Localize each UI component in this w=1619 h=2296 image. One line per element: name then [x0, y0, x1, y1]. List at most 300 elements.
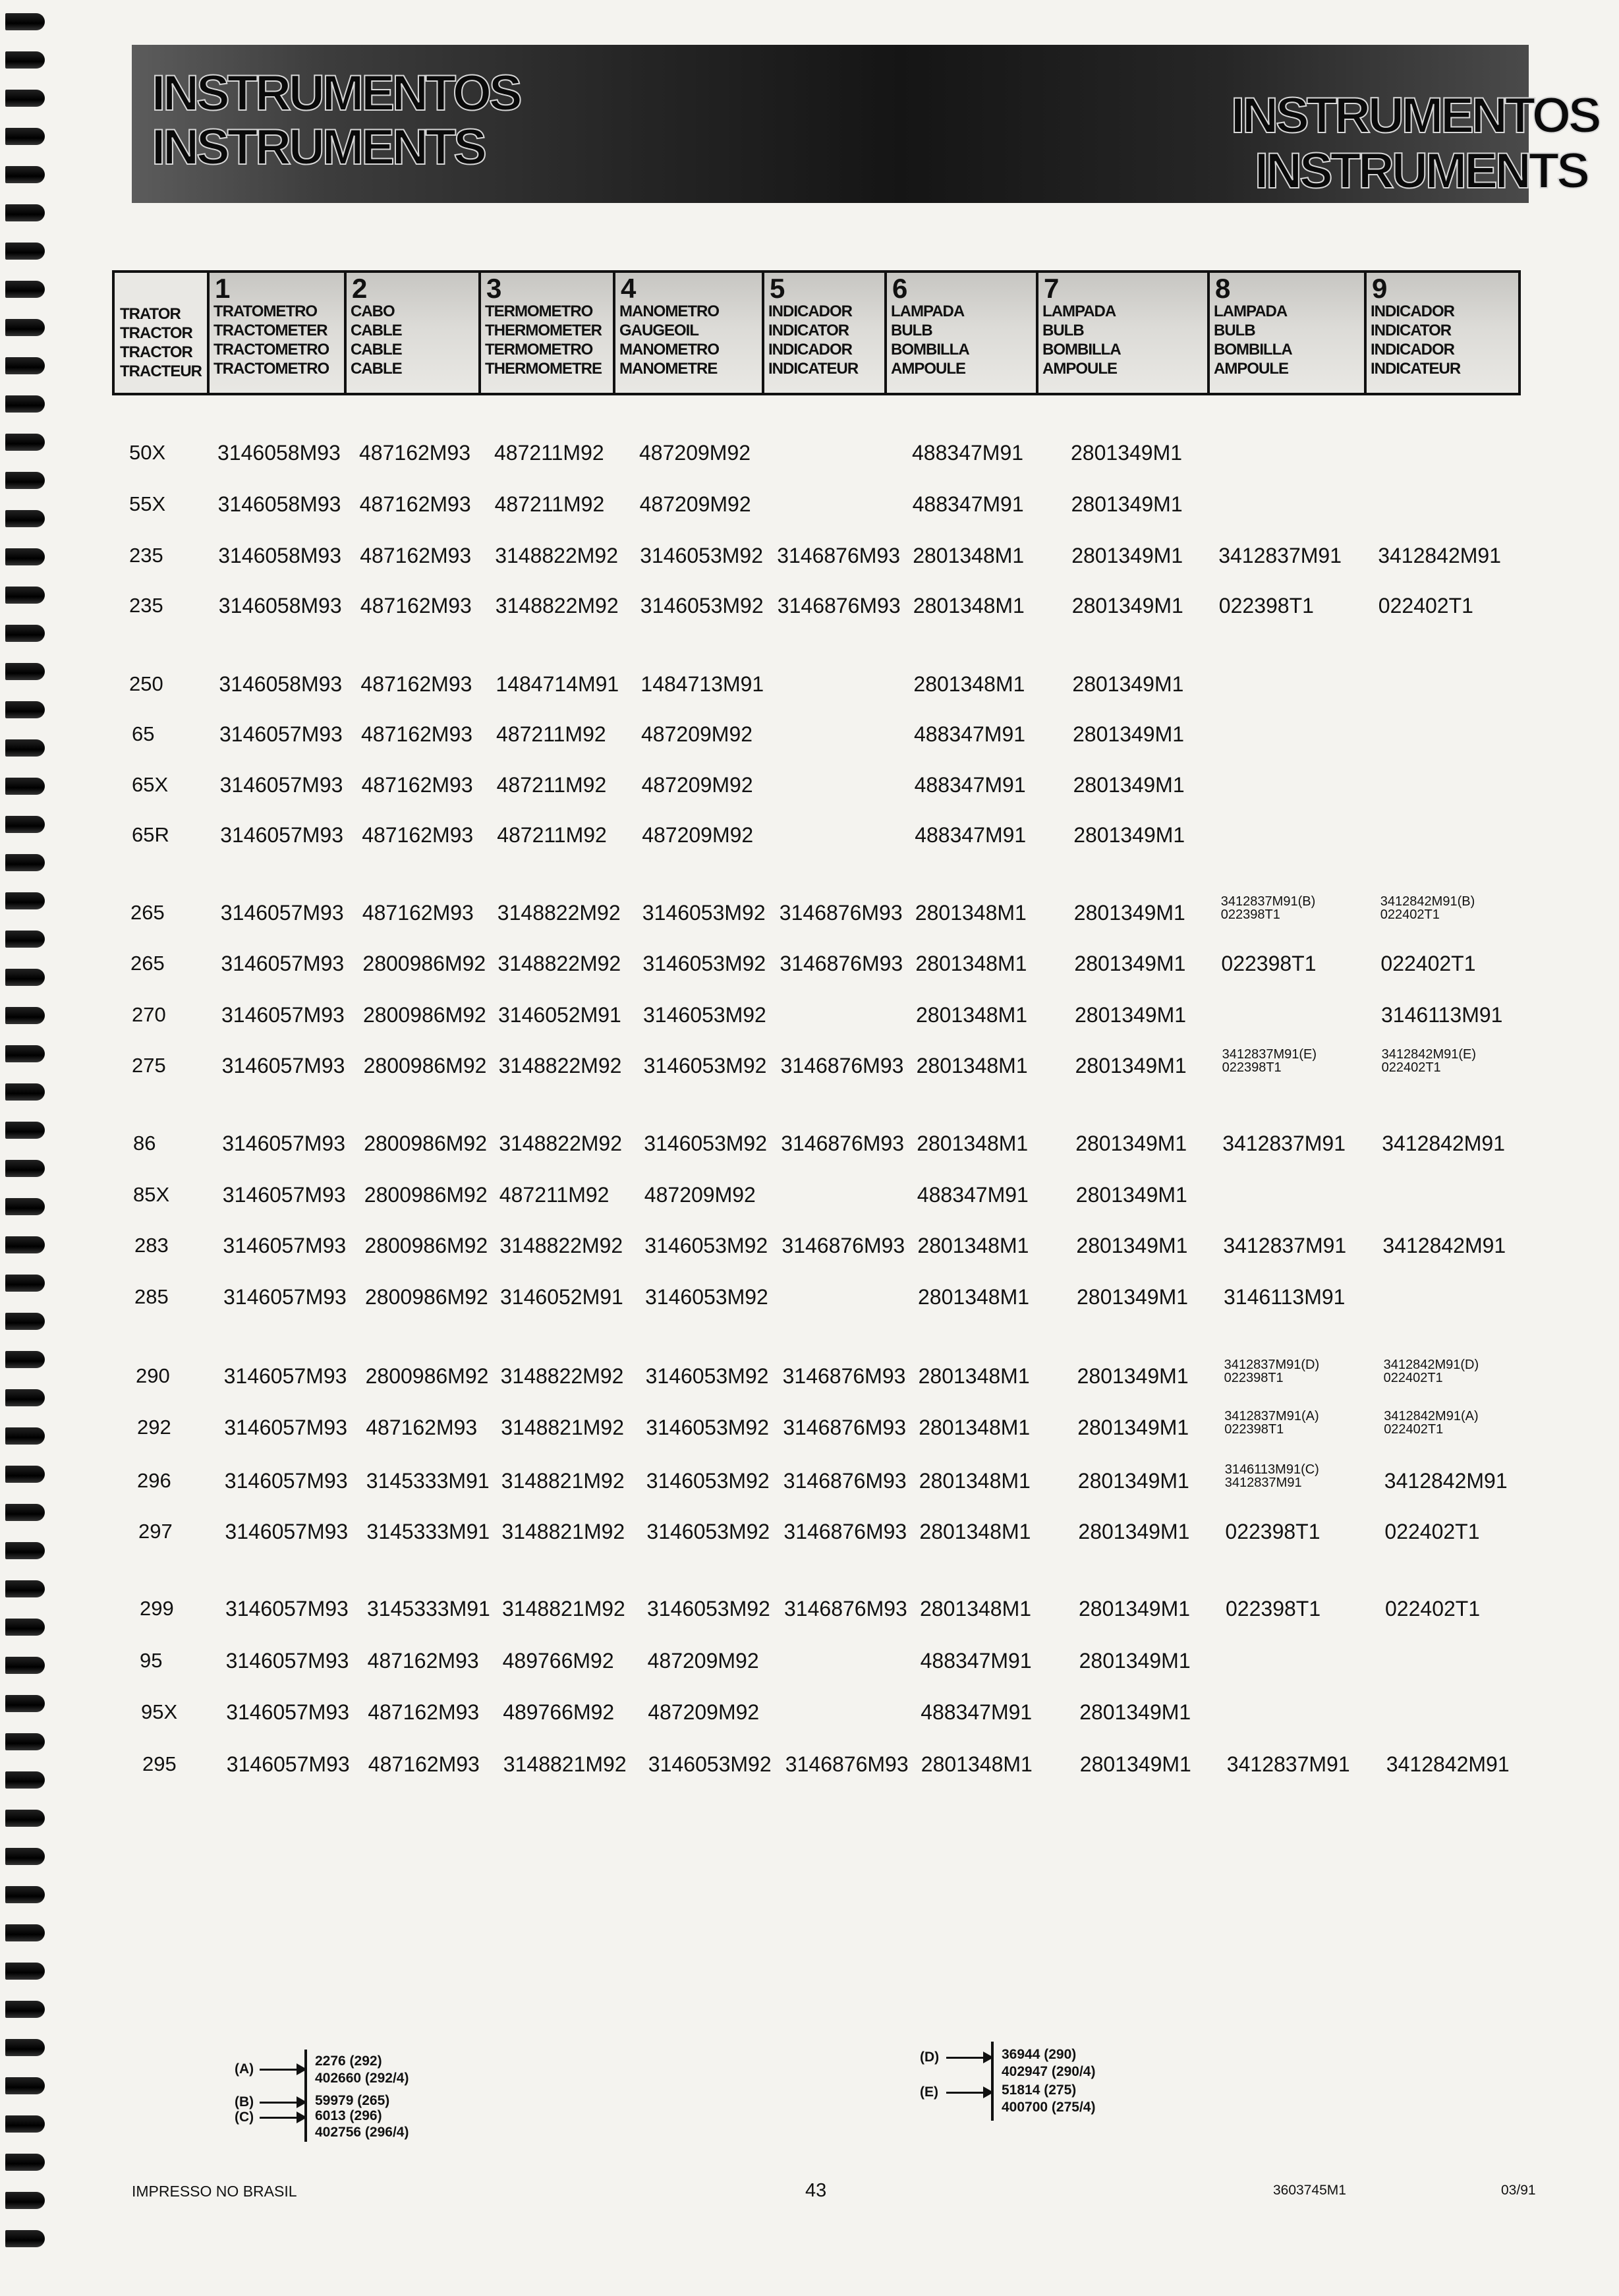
binding-coil	[5, 1657, 45, 1674]
part-number: 3146058M93	[218, 594, 342, 617]
tractor-model: 95	[140, 1649, 163, 1672]
tractor-label: TRACTEUR	[120, 362, 202, 380]
column-label: INDICATOR	[768, 322, 849, 339]
part-number: 3148822M92	[497, 952, 621, 975]
part-number: 3146058M93	[218, 544, 342, 567]
binding-coil	[5, 2192, 45, 2209]
tractor-model: 65R	[132, 823, 169, 846]
part-number: 3146053M92	[646, 1416, 770, 1439]
part-number: 487162M93	[368, 1700, 480, 1724]
part-number: 3146057M93	[223, 1285, 347, 1309]
part-number: 3148821M92	[501, 1416, 625, 1439]
binding-coil	[5, 1504, 45, 1521]
part-number: 487162M93	[360, 672, 472, 696]
part-number: 487162M93	[366, 1416, 478, 1439]
part-number: 3146053M92	[643, 1054, 767, 1077]
tractor-model: 297	[138, 1520, 173, 1543]
part-number: 3146876M93	[777, 594, 901, 617]
part-number: 3145333M91	[366, 1469, 490, 1493]
part-number: 2801348M1	[918, 1285, 1030, 1309]
part-number: 2800986M92	[363, 1054, 487, 1077]
column-header-7	[1038, 273, 1210, 393]
part-number-note: 3412837M91(E)	[1222, 1047, 1317, 1062]
tractor-model: 86	[133, 1132, 156, 1155]
column-label: MANOMETRE	[619, 360, 718, 378]
part-number: 2801349M1	[1079, 1597, 1191, 1621]
binding-coil	[5, 1122, 45, 1139]
part-number: 3412837M91	[1218, 544, 1342, 567]
binding-coil	[5, 1733, 45, 1750]
binding-coil	[5, 892, 45, 909]
part-number-note: 022402T1	[1381, 1060, 1441, 1075]
column-label: INDICATOR	[1371, 322, 1452, 339]
tractor-model: 283	[134, 1234, 169, 1257]
tractor-label: TRACTOR	[120, 324, 192, 342]
part-number: 3146053M92	[642, 901, 766, 925]
binding-coil	[5, 2001, 45, 2018]
binding-coil	[5, 1542, 45, 1559]
part-number: 3148821M92	[501, 1469, 625, 1493]
part-number: 3412842M91	[1382, 1132, 1506, 1155]
binding-coil	[5, 1007, 45, 1024]
part-number: 2801349M1	[1079, 1649, 1191, 1673]
binding-coil	[5, 51, 45, 69]
part-number: 3146876M93	[780, 952, 903, 975]
part-number: 022402T1	[1380, 952, 1476, 975]
part-number: 487211M92	[496, 722, 606, 746]
part-number: 3146057M93	[220, 823, 344, 847]
binding-coil	[5, 510, 45, 527]
column-header-9	[1367, 273, 1518, 393]
tractor-model: 290	[136, 1364, 170, 1387]
part-number: 2801349M1	[1075, 1132, 1187, 1155]
part-number: 3148822M92	[500, 1364, 624, 1388]
tractor-model: 275	[132, 1054, 166, 1077]
tractor-model: 65	[132, 722, 155, 745]
column-label: GAUGEOIL	[619, 322, 699, 339]
part-number-note: 3412837M91(D)	[1224, 1358, 1320, 1372]
binding-coil	[5, 281, 45, 298]
part-number: 3146876M93	[780, 1054, 904, 1077]
part-number: 488347M91	[921, 1700, 1033, 1724]
part-number: 2801349M1	[1071, 492, 1183, 516]
column-label: THERMOMETER	[485, 322, 602, 339]
binding-coil	[5, 1771, 45, 1789]
date-code: 03/91	[1501, 2183, 1536, 2198]
binding-coil	[5, 1045, 45, 1062]
title-right-en: INSTRUMENTS	[1255, 143, 1587, 199]
part-number-note: 3412837M91(B)	[1220, 894, 1316, 909]
column-header-table	[112, 270, 1521, 395]
binding-coil	[5, 625, 45, 642]
binding-coil	[5, 13, 45, 30]
binding-coil	[5, 204, 45, 221]
binding-coil	[5, 1275, 45, 1292]
part-number: 3146057M93	[224, 1469, 348, 1493]
part-number: 487209M92	[639, 441, 751, 465]
part-number-note: 022402T1	[1384, 1422, 1444, 1437]
part-number: 3146876M93	[782, 1364, 906, 1388]
part-number: 2801348M1	[915, 952, 1027, 975]
binding-coil	[5, 1924, 45, 1941]
part-number: 3412842M91	[1382, 1234, 1506, 1257]
tractor-model: 265	[130, 952, 165, 975]
part-number: 3146058M93	[219, 672, 343, 696]
footnote-reference: 400700 (275/4)	[1002, 2100, 1096, 2115]
part-number: 487211M92	[494, 492, 605, 516]
part-number: 3146876M93	[784, 1597, 907, 1621]
binding-coil	[5, 472, 45, 489]
part-number: 487209M92	[644, 1183, 756, 1207]
part-number: 2801349M1	[1075, 1003, 1187, 1027]
binding-coil	[5, 1963, 45, 1980]
column-number: 9	[1372, 273, 1388, 304]
part-number: 1484713M91	[640, 672, 764, 696]
binding-coil	[5, 1427, 45, 1445]
part-number: 2801348M1	[919, 1469, 1031, 1493]
part-number: 487209M92	[648, 1700, 760, 1724]
part-number: 2801348M1	[920, 1597, 1032, 1621]
binding-coil	[5, 357, 45, 374]
part-number: 3146876M93	[783, 1469, 907, 1493]
column-label: INDICADOR	[768, 302, 852, 320]
part-number-note: 022398T1	[1220, 907, 1280, 922]
part-number: 488347M91	[920, 1649, 1032, 1673]
binding-coil	[5, 2230, 45, 2247]
part-number: 487162M93	[361, 722, 473, 746]
tractor-model: 250	[129, 672, 163, 695]
part-number: 2801348M1	[916, 1003, 1028, 1027]
binding-coil	[5, 1695, 45, 1712]
part-number: 3146057M93	[220, 901, 344, 925]
part-number: 3146057M93	[225, 1597, 349, 1621]
column-header-5	[764, 273, 887, 393]
part-number: 3148822M92	[497, 901, 621, 925]
binding-coil	[5, 969, 45, 986]
part-number: 2801348M1	[918, 1364, 1030, 1388]
part-number: 2801348M1	[919, 1520, 1031, 1543]
part-number: 3146053M92	[645, 1285, 768, 1309]
footnote-label: (C)	[235, 2109, 254, 2125]
part-number: 3146876M93	[783, 1416, 907, 1439]
part-number: 2800986M92	[365, 1364, 489, 1388]
part-number: 2801349M1	[1077, 1285, 1189, 1309]
part-number: 3146053M92	[645, 1364, 769, 1388]
tractor-model: 285	[134, 1285, 169, 1308]
column-label: THERMOMETRE	[485, 360, 602, 378]
part-number: 3146053M92	[642, 952, 766, 975]
binding-coil	[5, 1198, 45, 1215]
column-label: CABLE	[351, 341, 402, 359]
column-number: 6	[892, 273, 908, 304]
part-number: 1484714M91	[496, 672, 619, 696]
part-number-note: 3412837M91	[1224, 1476, 1302, 1490]
part-number: 3146053M92	[648, 1752, 772, 1776]
binding-coil	[5, 931, 45, 948]
column-label: CABO	[351, 302, 395, 320]
part-number: 487162M93	[362, 901, 474, 925]
binding-coil	[5, 128, 45, 145]
part-number: 3146053M92	[643, 1003, 766, 1027]
part-number: 022398T1	[1226, 1597, 1321, 1621]
part-number: 3146058M93	[217, 492, 341, 516]
footnote-reference: 402947 (290/4)	[1002, 2064, 1096, 2079]
part-number: 3146057M93	[225, 1649, 349, 1673]
spiral-binding	[0, 0, 59, 2296]
binding-coil	[5, 548, 45, 565]
column-number: 2	[352, 273, 368, 304]
part-number: 3148821M92	[502, 1597, 625, 1621]
binding-coil	[5, 2115, 45, 2133]
column-label: CABLE	[351, 322, 402, 339]
binding-coil	[5, 2039, 45, 2056]
part-number: 3148822M92	[499, 1132, 623, 1155]
part-number: 3148822M92	[499, 1234, 623, 1257]
part-number: 3146052M91	[500, 1285, 623, 1309]
part-number: 2801348M1	[915, 901, 1027, 925]
part-number-note: 3146113M91(C)	[1224, 1462, 1319, 1477]
part-number: 022402T1	[1385, 1597, 1481, 1621]
part-number: 487162M93	[362, 823, 474, 847]
part-number: 2801349M1	[1079, 1700, 1191, 1724]
part-number: 487162M93	[359, 492, 471, 516]
part-number: 2801348M1	[916, 1054, 1028, 1077]
column-label: AMPOULE	[1214, 360, 1288, 378]
part-number: 3146057M93	[219, 773, 343, 797]
column-number: 4	[621, 273, 637, 304]
part-number: 3146053M92	[640, 594, 764, 617]
column-label: LAMPADA	[1042, 302, 1116, 320]
column-label: TRACTOMETER	[213, 322, 327, 339]
part-number: 2801349M1	[1073, 823, 1185, 847]
doc-code: 3603745M1	[1273, 2183, 1346, 2198]
imprint-text: IMPRESSO NO BRASIL	[132, 2183, 297, 2200]
column-number: 7	[1044, 273, 1060, 304]
binding-coil	[5, 739, 45, 757]
part-number: 487209M92	[641, 722, 753, 746]
column-label: BULB	[1042, 322, 1084, 339]
binding-coil	[5, 816, 45, 833]
part-number: 3146876M93	[779, 901, 903, 925]
part-number: 3146052M91	[498, 1003, 621, 1027]
footnote-reference: 59979 (265)	[315, 2093, 390, 2108]
part-number: 3146057M93	[221, 952, 345, 975]
part-number: 2801348M1	[913, 544, 1025, 567]
arrow-icon	[946, 2057, 992, 2059]
part-number: 2801348M1	[913, 672, 1025, 696]
part-number: 022398T1	[1225, 1520, 1321, 1543]
part-number: 3146053M92	[640, 544, 764, 567]
column-label: TERMOMETRO	[485, 302, 593, 320]
column-header-1	[210, 273, 347, 393]
column-number: 5	[770, 273, 785, 304]
tractor-model: 299	[140, 1597, 174, 1620]
tractor-model: 95X	[141, 1700, 178, 1723]
tractor-model: 295	[142, 1752, 177, 1775]
column-number: 3	[486, 273, 502, 304]
column-label: LAMPADA	[1214, 302, 1288, 320]
tractor-header-cell	[115, 273, 210, 393]
column-label: MANOMETRO	[619, 341, 719, 359]
binding-coil	[5, 1619, 45, 1636]
footnote-reference: 51814 (275)	[1002, 2082, 1077, 2098]
binding-coil	[5, 1351, 45, 1368]
column-label: TERMOMETRO	[485, 341, 593, 359]
part-number: 022398T1	[1221, 952, 1317, 975]
tractor-model: 270	[132, 1003, 166, 1026]
arrow-icon	[260, 2069, 306, 2071]
part-number: 488347M91	[912, 441, 1024, 465]
part-number: 3148822M92	[498, 1054, 622, 1077]
part-number: 3146057M93	[222, 1132, 346, 1155]
binding-coil	[5, 1313, 45, 1330]
part-number: 3412837M91	[1226, 1752, 1350, 1776]
tractor-model: 65X	[132, 773, 169, 796]
part-number: 488347M91	[914, 722, 1026, 746]
part-number: 487209M92	[647, 1649, 759, 1673]
binding-coil	[5, 434, 45, 451]
part-number: 3146113M91	[1381, 1003, 1503, 1027]
footnote-label: (A)	[235, 2061, 254, 2077]
part-number: 3145333M91	[367, 1597, 490, 1621]
column-header-3	[481, 273, 615, 393]
column-label: INDICATEUR	[1371, 360, 1461, 378]
part-number-note: 3412842M91(E)	[1381, 1047, 1477, 1062]
part-number: 3146057M93	[224, 1416, 348, 1439]
binding-coil	[5, 854, 45, 871]
part-number: 3145333M91	[366, 1520, 490, 1543]
part-number-note: 3412837M91(A)	[1224, 1409, 1319, 1423]
part-number: 3148822M92	[495, 594, 619, 617]
binding-coil	[5, 1466, 45, 1483]
part-number: 2801349M1	[1077, 1416, 1189, 1439]
part-number: 3146053M92	[647, 1597, 770, 1621]
part-number: 3146057M93	[226, 1752, 350, 1776]
part-number: 2801349M1	[1075, 1183, 1187, 1207]
part-number: 3146057M93	[221, 1003, 345, 1027]
part-number: 3146057M93	[226, 1700, 350, 1724]
footnote-reference: 402660 (292/4)	[315, 2071, 409, 2086]
part-number-note: 022398T1	[1222, 1060, 1282, 1075]
part-number-note: 3412842M91(A)	[1384, 1409, 1479, 1423]
part-number: 3146876M93	[783, 1520, 907, 1543]
column-label: AMPOULE	[1042, 360, 1117, 378]
part-number: 3146876M93	[785, 1752, 909, 1776]
part-number: 3146876M93	[781, 1234, 905, 1257]
column-label: TRACTOMETRO	[213, 360, 329, 378]
binding-coil	[5, 1848, 45, 1865]
part-number: 3146057M93	[221, 1054, 345, 1077]
bracket-line	[304, 2050, 307, 2142]
part-number: 2800986M92	[363, 1003, 486, 1027]
part-number: 487211M92	[496, 773, 607, 797]
binding-coil	[5, 1580, 45, 1597]
part-number: 2801349M1	[1071, 594, 1183, 617]
tractor-model: 235	[129, 544, 163, 567]
part-number: 488347M91	[917, 1183, 1029, 1207]
footnote-label: (E)	[920, 2084, 938, 2100]
part-number: 3412837M91	[1223, 1234, 1347, 1257]
tractor-model: 50X	[129, 441, 166, 464]
part-number-note: 3412842M91(D)	[1383, 1358, 1479, 1372]
part-number: 2801349M1	[1071, 544, 1183, 567]
part-number-note: 3412842M91(B)	[1380, 894, 1475, 909]
column-number: 8	[1215, 273, 1231, 304]
binding-coil	[5, 319, 45, 336]
part-number: 2801348M1	[919, 1416, 1031, 1439]
part-number: 3146876M93	[781, 1132, 905, 1155]
part-number: 3146057M93	[219, 722, 343, 746]
page-number: 43	[805, 2180, 827, 2201]
column-header-2	[347, 273, 481, 393]
part-number: 3412842M91	[1384, 1469, 1508, 1493]
part-number: 487162M93	[361, 773, 473, 797]
binding-coil	[5, 1160, 45, 1177]
part-number: 488347M91	[912, 492, 1024, 516]
tractor-label: TRATOR	[120, 305, 181, 323]
title-left-pt: INSTRUMENTOS	[152, 65, 520, 121]
part-number: 487162M93	[360, 594, 472, 617]
binding-coil	[5, 663, 45, 680]
binding-coil	[5, 2077, 45, 2094]
part-number: 2800986M92	[365, 1285, 488, 1309]
column-label: AMPOULE	[891, 360, 965, 378]
part-number: 2801349M1	[1074, 952, 1186, 975]
part-number: 2800986M92	[364, 1183, 488, 1207]
part-number: 2801349M1	[1073, 773, 1185, 797]
column-label: BOMBILLA	[891, 341, 969, 359]
column-label: BULB	[891, 322, 932, 339]
binding-coil	[5, 90, 45, 107]
part-number: 2801349M1	[1078, 1520, 1190, 1543]
column-label: INDICADOR	[1371, 302, 1454, 320]
part-number: 2801349M1	[1073, 722, 1185, 746]
part-number: 2801349M1	[1073, 901, 1185, 925]
tractor-model: 265	[130, 901, 165, 924]
binding-coil	[5, 1810, 45, 1827]
part-number: 3412842M91	[1386, 1752, 1510, 1776]
part-number: 2801349M1	[1077, 1364, 1189, 1388]
footnote-reference: 6013 (296)	[315, 2108, 382, 2123]
footnote-label: (B)	[235, 2094, 254, 2109]
part-number: 3146053M92	[644, 1132, 768, 1155]
arrow-icon	[260, 2117, 306, 2119]
part-number: 3412842M91	[1378, 544, 1502, 567]
column-label: INDICADOR	[1371, 341, 1454, 359]
part-number: 488347M91	[914, 773, 1026, 797]
part-number: 3146057M93	[223, 1364, 347, 1388]
tractor-model: 296	[137, 1469, 171, 1492]
part-number: 022402T1	[1378, 594, 1473, 617]
binding-coil	[5, 701, 45, 718]
column-label: TRACTOMETRO	[213, 341, 329, 359]
title-left-en: INSTRUMENTS	[152, 119, 484, 175]
part-number: 487209M92	[639, 492, 751, 516]
part-number: 3148821M92	[503, 1752, 627, 1776]
binding-coil	[5, 395, 45, 413]
column-label: INDICATEUR	[768, 360, 859, 378]
part-number: 2801348M1	[921, 1752, 1033, 1776]
column-number: 1	[215, 273, 231, 304]
part-number: 2801348M1	[913, 594, 1025, 617]
column-label: BOMBILLA	[1042, 341, 1121, 359]
bracket-line	[991, 2042, 994, 2121]
part-number-note: 022402T1	[1383, 1371, 1443, 1385]
binding-coil	[5, 2154, 45, 2171]
part-number: 022398T1	[1218, 594, 1314, 617]
part-number: 3148821M92	[501, 1520, 625, 1543]
part-number: 487209M92	[641, 773, 753, 797]
